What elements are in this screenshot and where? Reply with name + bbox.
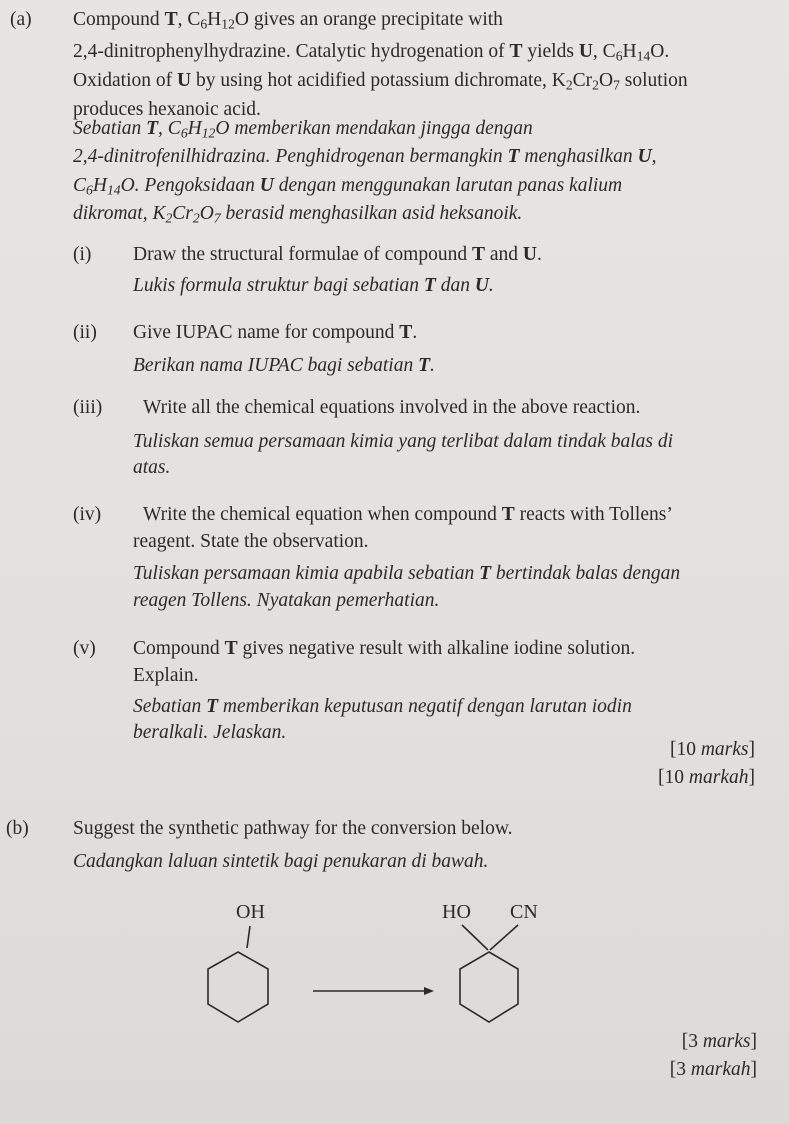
part-b-marks-ms: [3 markah]	[669, 1059, 757, 1080]
question-ii-en: Give IUPAC name for compound T.	[133, 322, 418, 343]
intro-en-line-3: Oxidation of U by using hot acidified potassium dichromate, $K_2Cr_2O_7$ solution	[73, 70, 688, 93]
question-i-ms: Lukis formula struktur bagi sebatian T dan U.	[133, 275, 494, 296]
cyclohexane-ring	[460, 952, 518, 1022]
intro-en-line-1: Compound T, $C_6H_{12}O$ gives an orange precipitate with	[73, 9, 503, 32]
question-iii-ms-line-1: Tuliskan semua persamaan kimia yang terlibat dalam tindak balas di	[133, 431, 674, 452]
question-i-en: Draw the structural formulae of compound T and U.	[133, 244, 542, 265]
product-ho-label: HO	[442, 901, 471, 923]
cyclohexanol-structure	[208, 901, 268, 1022]
question-v-en-line-1: Compound T gives negative result with alkaline iodine solution.	[133, 638, 636, 659]
intro-en-line-4: produces hexanoic acid.	[73, 99, 261, 120]
intro-ms-line-2: 2,4-dinitrofenilhidrazina. Penghidrogenan bermangkin T menghasilkan U,	[73, 146, 657, 167]
question-iv-number: (iv)	[73, 504, 102, 525]
question-iv-ms-line-1: Tuliskan persamaan kimia apabila sebatian T bertindak balas dengan	[133, 563, 681, 584]
reaction-arrow	[313, 987, 434, 995]
intro-ms-line-3: $C_6H_{14}O$. Pengoksidaan U dengan menggunakan larutan panas kalium	[73, 175, 623, 198]
question-iii-ms-line-2: atas.	[133, 457, 171, 478]
question-v-ms-line-1: Sebatian T memberikan keputusan negatif dengan larutan iodin	[133, 696, 632, 717]
question-ii-ms: Berikan nama IUPAC bagi sebatian T.	[133, 355, 435, 376]
question-iv-en-line-2: reagent. State the observation.	[133, 531, 369, 552]
part-b-en: Suggest the synthetic pathway for the conversion below.	[73, 818, 513, 839]
question-v-number: (v)	[73, 638, 96, 659]
intro-en-line-2: 2,4-dinitrophenylhydrazine. Catalytic hydrogenation of T yields U, $C_6H_{14}O$.	[73, 41, 670, 64]
start-oh-label: OH	[236, 901, 265, 923]
part-b-ms: Cadangkan laluan sintetik bagi penukaran di bawah.	[73, 851, 489, 872]
intro-ms-line-1: Sebatian T, $C_6H_{12}O$ memberikan mendakan jingga dengan	[73, 118, 533, 141]
intro-ms-line-4: dikromat, $K_2Cr_2O_7$ berasid menghasilkan asid heksanoik.	[73, 203, 523, 226]
question-i-number: (i)	[73, 244, 92, 265]
cyanohydrin-structure	[442, 901, 538, 1022]
question-iv-en-line-1: Write the chemical equation when compound T reacts with Tollens’	[143, 504, 673, 525]
product-cn-label: CN	[510, 901, 538, 923]
question-v-ms-line-2: beralkali. Jelaskan.	[133, 722, 287, 743]
question-iii-number: (iii)	[73, 397, 103, 418]
part-b-marks-en: [3 marks]	[681, 1031, 757, 1052]
question-ii-number: (ii)	[73, 322, 97, 343]
question-iv-ms-line-2: reagen Tollens. Nyatakan pemerhatian.	[133, 590, 440, 611]
part-a-marks-ms: [10 markah]	[658, 767, 755, 788]
part-b-label: (b)	[6, 818, 29, 839]
part-a-label: (a)	[10, 9, 32, 30]
cyclohexane-ring	[208, 952, 268, 1022]
question-iii-en: Write all the chemical equations involved in the above reaction.	[143, 397, 641, 418]
part-a-marks-en: [10 marks]	[669, 739, 755, 760]
question-v-en-line-2: Explain.	[133, 665, 199, 686]
